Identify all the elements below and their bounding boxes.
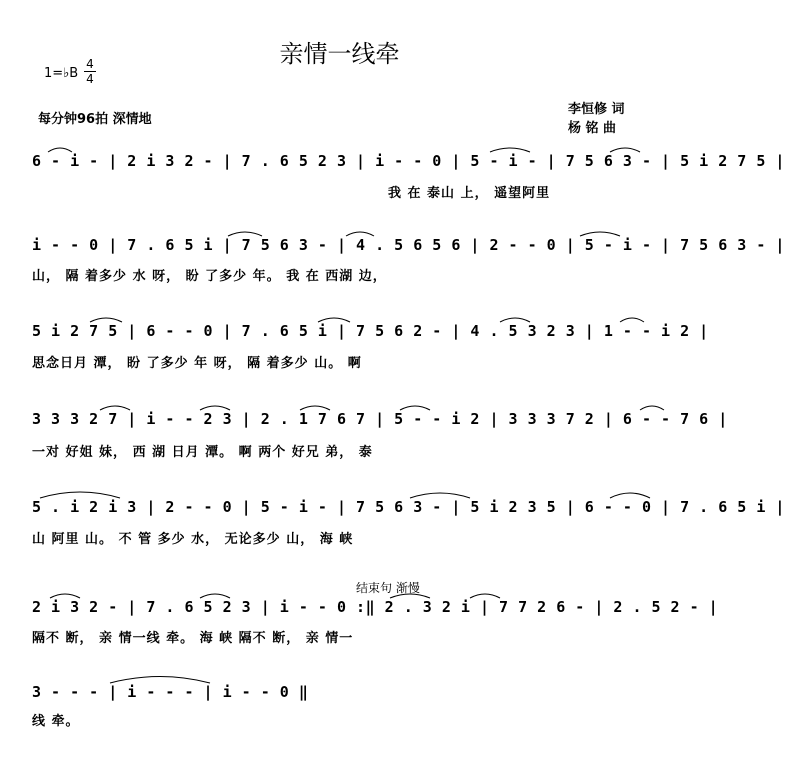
slur	[228, 232, 262, 236]
score-line-4-notes: 3 3 3 2 7 | i - - 2 3 | 2 . 1 7 6 7 | 5 - - i 2 | 3 3 3 7 2 | 6 - - 7 6 |	[32, 410, 728, 428]
score-line-7-lyrics: 线 牵。	[32, 714, 80, 729]
slur	[100, 406, 130, 410]
slur	[300, 406, 330, 410]
meter-top: 4	[86, 57, 94, 71]
slur	[318, 318, 350, 322]
slur	[200, 594, 230, 598]
tempo-marking: 每分钟96拍 深情地	[38, 112, 152, 127]
score-line-1-notes: 6 - i - | 2 i 3 2 - | 7 . 6 5 2 3 | i - - 0 | 5 - i - | 7 5 6 3 - | 5 i 2 7 5 |	[32, 152, 785, 170]
slur	[346, 232, 374, 236]
slur	[640, 406, 664, 410]
slur	[410, 493, 470, 498]
score-line-1-lyrics: 我 在 泰山 上， 遥望阿里	[388, 186, 551, 201]
slur	[110, 677, 210, 684]
score-line-6-lyrics: 隔不 断， 亲 情一线 牵。 海 峡 隔不 断， 亲 情一	[32, 631, 354, 646]
slur	[90, 318, 122, 322]
slur	[490, 148, 530, 152]
slur	[400, 406, 430, 410]
slur	[610, 493, 650, 498]
score-line-3-notes: 5 i 2 7 5 | 6 - - 0 | 7 . 6 5 i | 7 5 6 2 - | 4 . 5 3 2 3 | 1 - - i 2 |	[32, 322, 709, 340]
score-line-2-notes: i - - 0 | 7 . 6 5 i | 7 5 6 3 - | 4 . 5 6 5 6 | 2 - - 0 | 5 - i - | 7 5 6 3 - |	[32, 236, 785, 254]
slur	[580, 232, 620, 236]
song-title: 亲情一线牵	[279, 40, 400, 68]
key-signature: 1=♭B	[44, 66, 79, 81]
slur	[200, 406, 230, 410]
score-line-2-lyrics: 山， 隔 着多少 水 呀， 盼 了多少 年。 我 在 西湖 边，	[32, 269, 387, 284]
slur	[610, 148, 640, 152]
score-line-6-notes: 2 i 3 2 - | 7 . 6 5 2 3 | i - - 0 :‖ 2 . 3 2 i | 7 7 2 6 - | 2 . 5 2 - |	[32, 598, 719, 616]
score-line-4-lyrics: 一对 好姐 妹， 西 湖 日月 潭。 啊 两个 好兄 弟， 泰	[32, 445, 373, 460]
slur	[500, 318, 530, 322]
meter-bottom: 4	[86, 72, 94, 86]
slur	[40, 492, 120, 498]
slur	[470, 594, 500, 598]
score-line-7-notes: 3 - - - | i - - - | i - - 0 ‖	[32, 683, 309, 701]
slur	[390, 594, 430, 598]
composer-credit: 杨 铭 曲	[568, 121, 617, 136]
score-line-3-lyrics: 思念日月 潭， 盼 了多少 年 呀， 隔 着多少 山。 啊	[32, 356, 362, 371]
slur	[620, 318, 644, 322]
lyricist-credit: 李恒修 词	[568, 102, 625, 117]
score-line-5-lyrics: 山 阿里 山。 不 管 多少 水， 无论多少 山， 海 峡	[32, 532, 354, 547]
expression-marking: 结束句 渐慢	[356, 581, 420, 595]
score-line-5-notes: 5 . i 2 i 3 | 2 - - 0 | 5 - i - | 7 5 6 3 - | 5 i 2 3 5 | 6 - - 0 | 7 . 6 5 i |	[32, 498, 785, 516]
slur	[50, 594, 80, 598]
slur	[48, 148, 72, 152]
